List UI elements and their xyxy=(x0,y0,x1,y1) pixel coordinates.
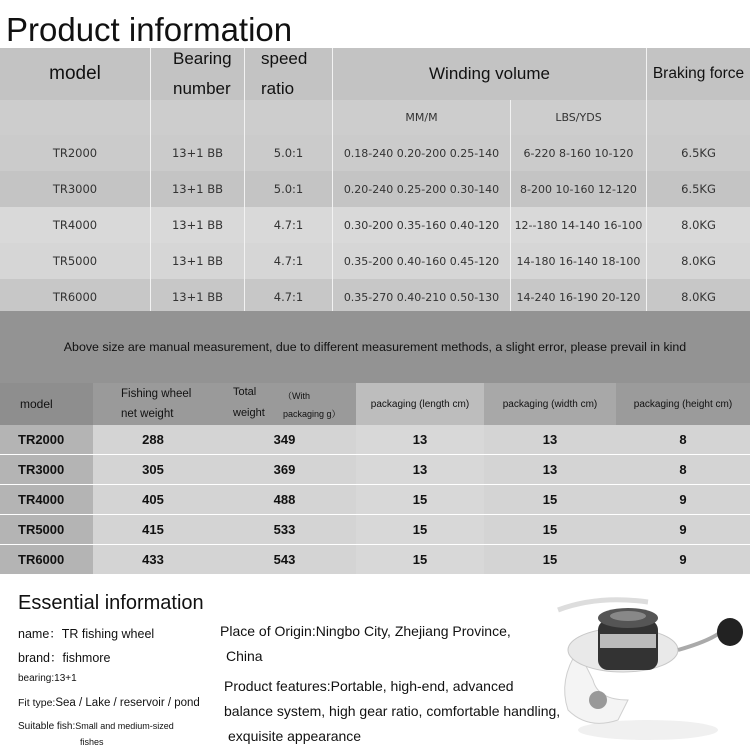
weight-cell-net: 288 xyxy=(93,425,213,455)
wheader-height: packaging (height cm) xyxy=(616,383,750,425)
header-bearing-line1: Bearing xyxy=(173,49,232,68)
essential-title: Essential information xyxy=(18,592,204,614)
spec-header-row xyxy=(0,48,750,100)
spec-cell-model: TR4000 xyxy=(52,218,98,232)
subheader-mm: MM/M xyxy=(332,100,510,135)
spec-cell-lbs: 6-220 8-160 10-120 xyxy=(510,135,646,171)
info-suitable xyxy=(18,721,174,732)
reel-gear-cap xyxy=(589,691,607,709)
spec-cell-ratio: 4.7:1 xyxy=(244,279,332,315)
reel-handle-arm xyxy=(678,630,723,650)
header-winding: Winding volume xyxy=(332,48,646,100)
info-origin-line2: China xyxy=(226,648,263,664)
reel-spool-band xyxy=(600,634,656,648)
header-braking: Braking force xyxy=(646,48,750,100)
info-features-line2: balance system, high gear ratio, comfortable handling, xyxy=(224,703,561,719)
spec-row xyxy=(0,279,750,315)
reel-drag-knob xyxy=(610,611,646,621)
wheader-total-with: （With xyxy=(283,391,311,401)
measurement-notice: Above size are manual measurement, due to different measurement methods, a slight error, please prevail in kind xyxy=(0,311,750,383)
info-fit-value: Sea / Lake / reservoir / pond xyxy=(55,697,200,709)
spec-cell-brake: 6.5KG xyxy=(646,171,750,207)
reel-handle-knob xyxy=(717,618,743,646)
info-features-line1: Product features:Portable, high-end, advanced xyxy=(224,678,514,694)
spec-row xyxy=(0,207,750,243)
wheader-width: packaging (width cm) xyxy=(484,383,616,425)
wheader-total-line1: Total xyxy=(233,386,257,398)
weight-cell-model: TR6000 xyxy=(0,545,93,575)
weight-cell-height: 8 xyxy=(616,455,750,485)
spec-cell-brake: 6.5KG xyxy=(646,135,750,171)
info-brand: brand：fishmore xyxy=(18,651,111,665)
weight-cell-total: 349 xyxy=(213,425,356,455)
header-speed-line2: ratio xyxy=(261,79,295,98)
spec-cell-bearing: 13+1 BB xyxy=(150,171,244,207)
spec-cell-mm: 0.30-200 0.35-160 0.40-120 xyxy=(332,207,510,243)
weight-cell-length: 15 xyxy=(356,515,484,545)
weight-cell-width: 15 xyxy=(484,485,616,515)
spec-cell-bearing: 13+1 BB xyxy=(150,279,244,315)
wheader-net-line1: Fishing wheel xyxy=(121,388,192,400)
spec-subheader-row xyxy=(0,100,750,135)
spec-cell-ratio: 4.7:1 xyxy=(244,243,332,279)
spec-row xyxy=(0,171,750,207)
weight-cell-net: 433 xyxy=(93,545,213,575)
subheader-empty-2 xyxy=(150,100,244,135)
weight-cell-width: 13 xyxy=(484,425,616,455)
spec-cell-mm: 0.35-200 0.40-160 0.45-120 xyxy=(332,243,510,279)
spec-cell-model: TR3000 xyxy=(52,182,98,196)
weight-cell-length: 13 xyxy=(356,425,484,455)
wheader-net xyxy=(93,383,213,425)
info-bearing: bearing:13+1 xyxy=(18,673,77,684)
weight-cell-height: 8 xyxy=(616,425,750,455)
weight-cell-width: 15 xyxy=(484,515,616,545)
header-bearing xyxy=(150,48,244,100)
weight-cell-model: TR4000 xyxy=(0,485,93,515)
weight-cell-length: 13 xyxy=(356,455,484,485)
weight-cell-length: 15 xyxy=(356,485,484,515)
weight-cell-total: 369 xyxy=(213,455,356,485)
spec-cell-bearing: 13+1 BB xyxy=(150,135,244,171)
spec-cell-model: TR6000 xyxy=(52,290,98,304)
weight-row xyxy=(0,455,750,485)
weight-cell-height: 9 xyxy=(616,485,750,515)
wheader-model: model xyxy=(20,397,53,411)
wheader-net-line2: net weight xyxy=(121,408,174,420)
spec-cell-model: TR5000 xyxy=(52,254,98,268)
weight-row xyxy=(0,545,750,575)
spec-cell-mm: 0.35-270 0.40-210 0.50-130 xyxy=(332,279,510,315)
spec-cell-lbs: 14-180 16-140 18-100 xyxy=(510,243,646,279)
subheader-lbs: LBS/YDS xyxy=(510,100,646,135)
spec-row xyxy=(0,135,750,171)
weight-cell-height: 9 xyxy=(616,515,750,545)
info-features-line3: exquisite appearance xyxy=(228,728,362,744)
spec-cell-ratio: 4.7:1 xyxy=(244,207,332,243)
header-speed-line1: speed xyxy=(261,49,308,68)
spec-cell-mm: 0.18-240 0.20-200 0.25-140 xyxy=(332,135,510,171)
spec-cell-lbs: 14-240 16-190 20-120 xyxy=(510,279,646,315)
spec-cell-bearing: 13+1 BB xyxy=(150,207,244,243)
spec-cell-mm: 0.20-240 0.25-200 0.30-140 xyxy=(332,171,510,207)
wheader-total-pack: packaging g） xyxy=(283,409,341,419)
weight-cell-width: 13 xyxy=(484,455,616,485)
weight-row xyxy=(0,515,750,545)
spec-cell-ratio: 5.0:1 xyxy=(244,171,332,207)
weight-cell-net: 305 xyxy=(93,455,213,485)
header-bearing-line2: number xyxy=(173,79,231,98)
spec-cell-brake: 8.0KG xyxy=(646,243,750,279)
weight-cell-width: 15 xyxy=(484,545,616,575)
weight-header-row xyxy=(0,383,750,425)
spec-cell-lbs: 8-200 10-160 12-120 xyxy=(510,171,646,207)
subheader-empty-3 xyxy=(244,100,332,135)
weight-cell-total: 543 xyxy=(213,545,356,575)
wheader-total xyxy=(213,383,356,425)
weight-row xyxy=(0,425,750,455)
info-name: name：TR fishing wheel xyxy=(18,627,155,641)
subheader-empty-4 xyxy=(646,100,750,135)
wheader-total-line2: weight xyxy=(233,407,265,419)
weight-cell-model: TR2000 xyxy=(0,425,93,455)
info-suitable-line1: Small and medium-sized xyxy=(75,721,174,731)
weight-cell-length: 15 xyxy=(356,545,484,575)
page-title: Product information xyxy=(6,11,293,48)
wheader-length: packaging (length cm) xyxy=(356,383,484,425)
weight-cell-total: 488 xyxy=(213,485,356,515)
info-origin-line1: Place of Origin:Ningbo City, Zhejiang Province, xyxy=(220,623,511,639)
weight-cell-total: 533 xyxy=(213,515,356,545)
info-fit-label: Fit type: xyxy=(18,697,56,709)
spec-cell-model: TR2000 xyxy=(52,146,98,160)
header-model: model xyxy=(49,63,101,84)
weight-cell-net: 415 xyxy=(93,515,213,545)
info-suitable-line2: fishes xyxy=(80,737,104,747)
weight-cell-model: TR5000 xyxy=(0,515,93,545)
spec-cell-lbs: 12--180 14-140 16-100 xyxy=(510,207,646,243)
spec-cell-ratio: 5.0:1 xyxy=(244,135,332,171)
weight-cell-net: 405 xyxy=(93,485,213,515)
weight-row xyxy=(0,485,750,515)
spec-cell-brake: 8.0KG xyxy=(646,279,750,315)
info-fit-type xyxy=(18,697,200,709)
weight-cell-model: TR3000 xyxy=(0,455,93,485)
spec-row xyxy=(0,243,750,279)
info-suitable-label: Suitable fish: xyxy=(18,721,76,732)
spec-cell-bearing: 13+1 BB xyxy=(150,243,244,279)
header-speed xyxy=(244,48,332,100)
weight-cell-height: 9 xyxy=(616,545,750,575)
subheader-empty-1 xyxy=(0,100,150,135)
spec-cell-brake: 8.0KG xyxy=(646,207,750,243)
spinning-reel-image xyxy=(538,590,748,750)
